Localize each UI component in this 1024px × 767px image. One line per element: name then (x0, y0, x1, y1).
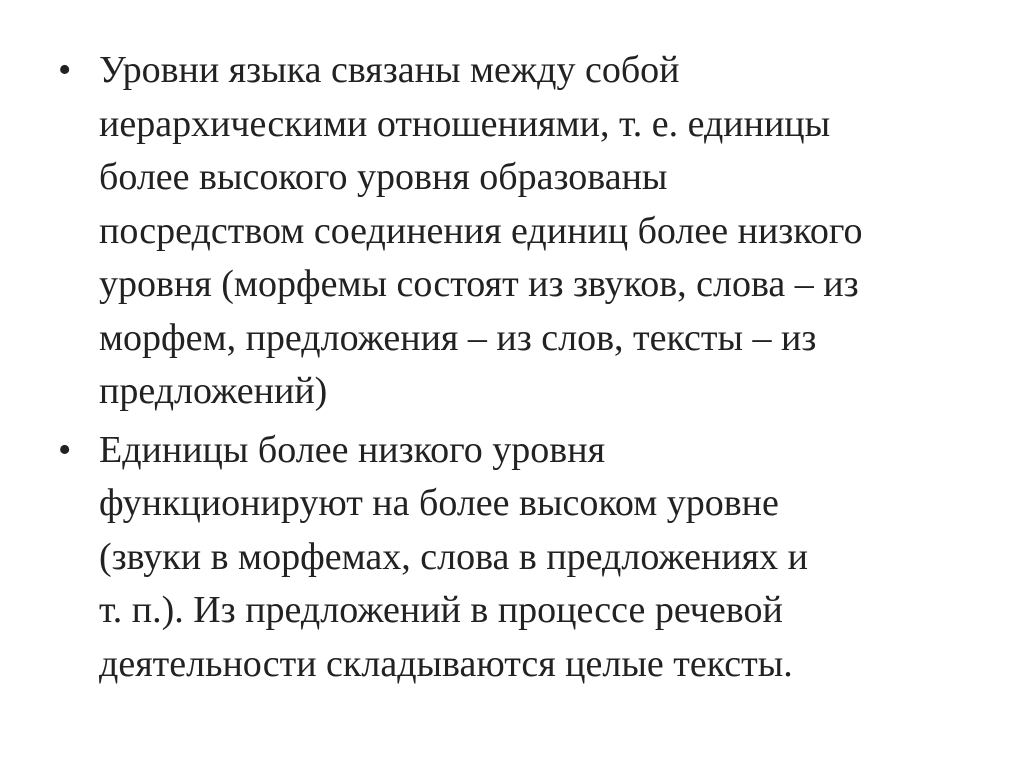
bullet-text-line: Уровни языка связаны между собой (99, 49, 680, 91)
bullet-list (58, 44, 988, 696)
bullet-text-line: предложений) (99, 370, 328, 412)
bullet-item-function (58, 424, 988, 692)
bullet-icon: • (58, 49, 72, 91)
bullet-text-line: уровня (морфемы состоят из звуков, слова – из (99, 263, 859, 305)
bullet-text-line: т. п.). Из предложений в процессе речевой (99, 589, 783, 631)
bullet-icon: • (58, 428, 72, 471)
bullet-text-line: посредством соединения единиц более низкого (99, 209, 863, 252)
bullet-text-line: функционируют на более высоком уровне (99, 482, 779, 524)
bullet-text-line: морфем, предложения – из слов, тексты – из (99, 316, 817, 359)
bullet-item-hierarchy (58, 44, 988, 419)
bullet-text-line: иерархическими отношениями, т. е. единицы (99, 102, 831, 145)
bullet-text-line: Единицы более низкого уровня (99, 428, 606, 471)
bullet-text-line: деятельности складываются целые тексты. (99, 642, 793, 685)
bullet-text-line: более высокого уровня образованы (99, 156, 668, 198)
bullet-text-line: (звуки в морфемах, слова в предложениях и (99, 535, 808, 578)
